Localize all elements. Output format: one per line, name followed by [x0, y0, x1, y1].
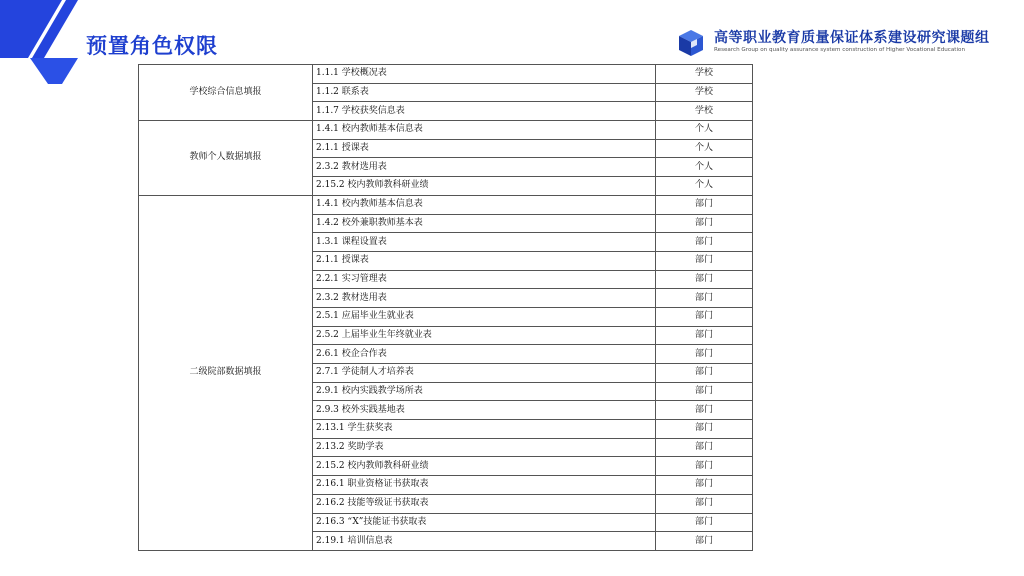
permission-level-cell: 个人 — [656, 121, 753, 140]
role-group-cell: 教师个人数据填报 — [139, 121, 313, 196]
form-item-cell: 2.9.3 校外实践基地表 — [313, 401, 656, 420]
form-item-cell: 2.5.1 应届毕业生就业表 — [313, 307, 656, 326]
form-item-cell: 2.16.1 职业资格证书获取表 — [313, 476, 656, 495]
permission-level-cell: 个人 — [656, 158, 753, 177]
form-item-cell: 1.4.1 校内教师基本信息表 — [313, 121, 656, 140]
table-row — [139, 121, 753, 140]
permission-level-cell: 学校 — [656, 83, 753, 102]
form-item-cell: 2.19.1 培训信息表 — [313, 532, 656, 551]
form-item-cell: 2.15.2 校内教师教科研业绩 — [313, 177, 656, 196]
form-item-cell: 2.13.1 学生获奖表 — [313, 420, 656, 439]
permission-level-cell: 个人 — [656, 139, 753, 158]
form-item-cell: 1.3.1 课程设置表 — [313, 233, 656, 252]
permission-level-cell: 部门 — [656, 532, 753, 551]
permission-level-cell: 部门 — [656, 326, 753, 345]
permission-level-cell: 个人 — [656, 177, 753, 196]
form-item-cell: 2.13.2 奖助学表 — [313, 438, 656, 457]
form-item-cell: 2.1.1 授课表 — [313, 251, 656, 270]
permission-level-cell: 部门 — [656, 494, 753, 513]
role-group-cell: 学校综合信息填报 — [139, 65, 313, 121]
form-item-cell: 2.2.1 实习管理表 — [313, 270, 656, 289]
permission-level-cell: 部门 — [656, 513, 753, 532]
role-group-cell: 二级院部数据填报 — [139, 195, 313, 550]
permission-level-cell: 部门 — [656, 307, 753, 326]
form-item-cell: 2.16.2 技能等级证书获取表 — [313, 494, 656, 513]
form-item-cell: 2.9.1 校内实践教学场所表 — [313, 382, 656, 401]
permission-level-cell: 部门 — [656, 476, 753, 495]
org-header — [676, 26, 996, 60]
permission-level-cell: 部门 — [656, 345, 753, 364]
form-item-cell: 2.5.2 上届毕业生年终就业表 — [313, 326, 656, 345]
permission-level-cell: 部门 — [656, 233, 753, 252]
page-title: 预置角色权限 — [86, 34, 218, 58]
table-row — [139, 65, 753, 84]
form-item-cell: 2.3.2 教材选用表 — [313, 289, 656, 308]
form-item-cell: 2.6.1 校企合作表 — [313, 345, 656, 364]
permission-level-cell: 部门 — [656, 382, 753, 401]
table-row — [139, 195, 753, 214]
role-permission-table — [138, 64, 753, 551]
form-item-cell: 1.4.2 校外兼职教师基本表 — [313, 214, 656, 233]
form-item-cell: 1.1.2 联系表 — [313, 83, 656, 102]
form-item-cell: 1.4.1 校内教师基本信息表 — [313, 195, 656, 214]
form-item-cell: 2.7.1 学徒制人才培养表 — [313, 364, 656, 383]
permission-level-cell: 部门 — [656, 438, 753, 457]
corner-decoration — [0, 0, 85, 90]
form-item-cell: 2.16.3 “X”技能证书获取表 — [313, 513, 656, 532]
permission-level-cell: 部门 — [656, 420, 753, 439]
form-item-cell: 2.3.2 教材选用表 — [313, 158, 656, 177]
org-name-cn: 高等职业教育质量保证体系建设研究课题组 — [714, 30, 990, 46]
form-item-cell: 1.1.7 学校获奖信息表 — [313, 102, 656, 121]
form-item-cell: 1.1.1 学校概况表 — [313, 65, 656, 84]
permission-level-cell: 学校 — [656, 65, 753, 84]
form-item-cell: 2.15.2 校内教师教科研业绩 — [313, 457, 656, 476]
permission-level-cell: 部门 — [656, 214, 753, 233]
form-item-cell: 2.1.1 授课表 — [313, 139, 656, 158]
cube-logo-icon — [676, 28, 706, 58]
permission-level-cell: 部门 — [656, 364, 753, 383]
permission-level-cell: 部门 — [656, 457, 753, 476]
permission-level-cell: 部门 — [656, 195, 753, 214]
org-name-en: Research Group on quality assurance system construction of Higher Vocational Education — [714, 47, 966, 53]
permission-level-cell: 部门 — [656, 289, 753, 308]
permission-level-cell: 部门 — [656, 251, 753, 270]
permission-level-cell: 部门 — [656, 401, 753, 420]
table-body — [139, 65, 753, 551]
permission-level-cell: 学校 — [656, 102, 753, 121]
permission-level-cell: 部门 — [656, 270, 753, 289]
